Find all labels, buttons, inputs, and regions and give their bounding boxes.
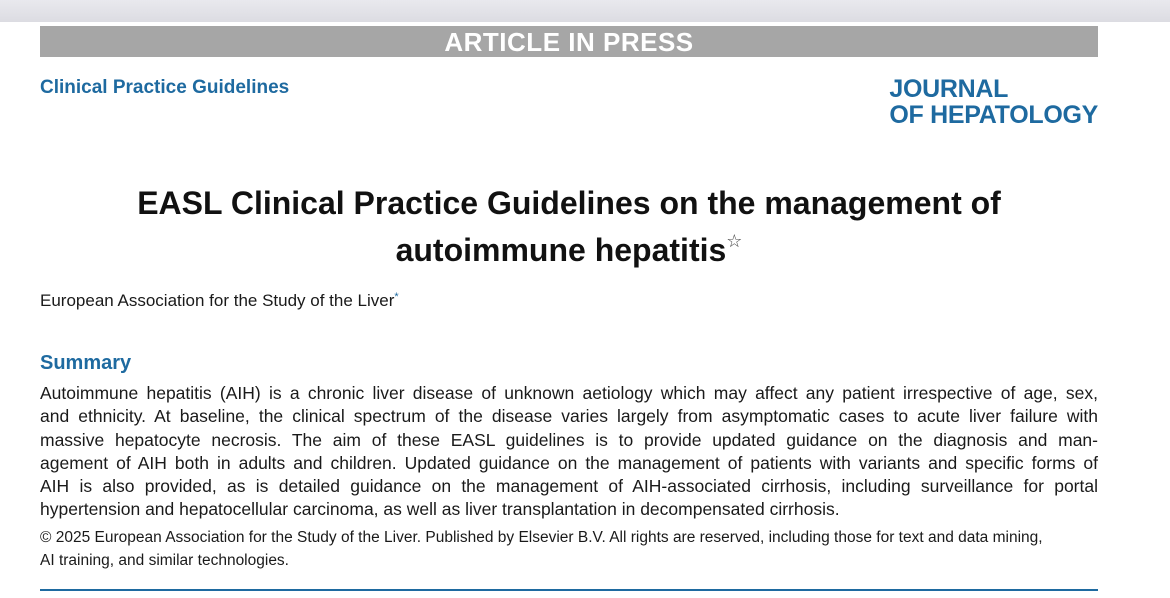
section-divider [40,589,1098,591]
journal-logo [889,76,1098,128]
summary-abstract [40,382,1098,522]
copyright-notice [40,526,1098,572]
article-title-line2-text: autoimmune hepatitis [395,232,727,268]
abstract-line: Autoimmune hepatitis (AIH) is a chronic liver disease of unknown aetiology which may affect any patient irrespective of age, sex, [40,383,1098,403]
article-title-line1: EASL Clinical Practice Guidelines on the management of [137,185,1001,221]
abstract-line: agement of AIH both in adults and children. Updated guidance on the management of patients with variants and specific forms of [40,452,1098,473]
title-footnote-star-icon[interactable]: ☆ [726,231,743,251]
journal-logo-line1: JOURNAL [889,75,1009,103]
article-title-line2 [40,222,1098,269]
author-footnote-mark[interactable]: * [394,291,399,303]
abstract-line: and ethnicity. At baseline, the clinical spectrum of the disease varies largely from asymptomatic cases to acute liver failure with [40,406,1098,427]
copyright-line1: © 2025 European Association for the Study of the Liver. Published by Elsevier B.V. All rights are reserved, including those for text and data mining, [40,529,1043,546]
journal-logo-line2: OF HEPATOLOGY [889,101,1098,129]
abstract-line: hypertension and hepatocellular carcinoma, as well as liver transplantation in decompensated cirrhosis. [40,499,840,520]
article-in-press-banner: ARTICLE IN PRESS [40,26,1098,57]
author-line [40,291,399,311]
copyright-line2: AI training, and similar technologies. [40,552,289,569]
abstract-line: massive hepatocyte necrosis. The aim of these EASL guidelines is to provide updated guidance on the diagnosis and man- [40,429,1098,450]
summary-heading: Summary [40,352,132,374]
top-edge-strip [0,0,1170,22]
author-name: European Association for the Study of the Liver [40,291,395,310]
article-category: Clinical Practice Guidelines [40,77,290,98]
article-title [40,184,1098,269]
abstract-line: AIH is also provided, as is detailed guidance on the management of AIH-associated cirrhosis, including surveillance for portal [40,476,1098,497]
